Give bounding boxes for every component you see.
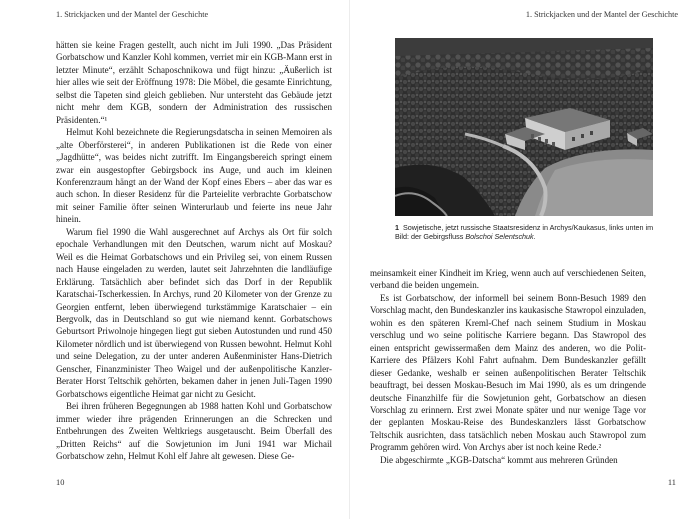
paragraph: meinsamkeit einer Kindheit im Krieg, wenn auch auf verschiedenen Seiten, verband die beiden ungemein. [370,268,646,291]
caption-italic: Bolschoi Selentschuk [465,232,534,242]
residence-photo [395,38,653,216]
caption-text: Sowjetische, jetzt russische Staatsresidenz in Archys/Kaukasus, links unten im Bild: der Gebirgsfluss [395,223,654,242]
page-number-right: 11 [667,478,676,487]
photo-caption [395,223,655,242]
left-body-text [56,39,332,462]
paragraph: Es ist Gorbatschow, der informell bei seinem Bonn-Besuch 1989 den Vorschlag macht, den Bundeskanzler ins kaukasische Stawropol einzuladen, wohin es den späteren Kreml-Chef nach seinem Studium in Moskau verschlug und wo seine politische Karriere begann. Das Stawropol des einen entspricht gewissermaßen dem Mainz des anderen, wo die Polit-Karriere des Pfälzers Kohl Fahrt aufnahm. Dem Bundeskanzler gefällt dieser Gedanke, weshalb er seinen außenpolitischen Berater Teltschik beauftragt, bei dessen Moskau-Besuch im Mai 1990, als es um dringende deutsche Finanzhilfe für die Sowjetunion geht, Gorbatschow an diesen Vorschlag zu erinnern. Erst zwei Monate später und nur wenige Tage vor der geplanten Moskau-Reise des Bundeskanzlers lässt Gorbatschow Teltschik ausrichten, dass tatsächlich neben Moskau auch Stawropol zum Programm gehören wird. Von Archys aber ist noch keine Rede.² [370,292,646,453]
running-head-left: 1. Strickjacken und der Mantel der Geschichte [56,10,209,19]
running-head-right: 1. Strickjacken und der Mantel der Geschichte [525,10,678,19]
caption-number: 1 [395,223,399,232]
right-body-text [370,267,646,466]
paragraph: hätten sie keine Fragen gestellt, auch nicht im Juli 1990. „Das Präsident Gorbatschow und Kanzler Kohl kommen, verriet mir ein KGB-Mann erst in letzter Minute“, erzählt Schaposchnikowa und fügt hinzu: „Äußerlich ist hier alles wie seit der Eröffnung 1978: Die Möbel, die gesamte Einrichtung, selbst die Tapeten sind gleich geblieben. Nur untersteht das Gebäude jetzt nicht mehr dem KGB, sondern der Administration des russischen Präsidenten.“¹ [56,40,332,125]
page-number-left: 10 [56,478,65,487]
paragraph: Helmut Kohl bezeichnete die Regierungsdatscha in seinen Memoiren als „alte Oberförsterei“, in anderen Publikationen ist die Rede von einer „Jagdhütte“, was beides nicht zutrifft. Im Eingangsbereich springt einem zwar ein ausgestopfter Gebirgsbock ins Auge, und auch im kleinen Konferenzraum hängt an der Wand der Kopf eines Ebers – aber das war es auch schon. In dieser Residenz für die Parteielite verbrachte Gorbatschow mit seiner Familie öfter seinen Winterurlaub und feierte ins neue Jahr hinein. [56,127,332,225]
paragraph: Bei ihren früheren Begegnungen ab 1988 hatten Kohl und Gorbatschow immer wieder ihre prägenden Erinnerungen an die Schrecken und Entbehrungen des Zweiten Weltkriegs ausgetauscht. Beim Überfall des „Dritten Reichs“ auf die Sowjetunion im Juni 1941 war Michail Gorbatschow zehn, Helmut Kohl elf Jahre alt gewesen. Diese Ge- [56,401,332,461]
paragraph: Die abgeschirmte „KGB-Datscha“ kommt aus mehreren Gründen [380,454,618,465]
paragraph: Warum fiel 1990 die Wahl ausgerechnet auf Archys als Ort für solch epochale Verhandlungen mit den Deutschen, warum nicht auf Moskau? Weil es die Heimat Gorbatschows und ein Privileg sei, von einem Russen nach Hause eingeladen zu werden, lautet seit Jahrzehnten die landläufige Erklärung. Tatsächlich aber befindet sich das Dorf in der Republik Karatschai-Tscherkessien. In Archys, rund 20 Kilometer von der Grenze zu Georgien entfernt, leben überwiegend turkstämmige Karatschaier – ein Bergvolk, das in Deutschland so gut wie niemand kennt. Gorbatschows Geburtsort Priwolnoje hingegen liegt gut sieben Autostunden und rund 450 Kilometer nördlich und ist überwiegend von Russen bewohnt. Helmut Kohl und seine Delegation, zu der unter anderen Außenminister Hans-Dietrich Genscher, Finanzminister Theo Waigel und der außenpolitische Kanzler-Berater Horst Teltschik gehörten, bekamen daher in jenen Juli-Tagen 1990 Gorbatschows eigentliche Heimat gar nicht zu Gesicht. [56,226,332,399]
caption-end: . [533,232,536,242]
right-page [350,0,700,519]
